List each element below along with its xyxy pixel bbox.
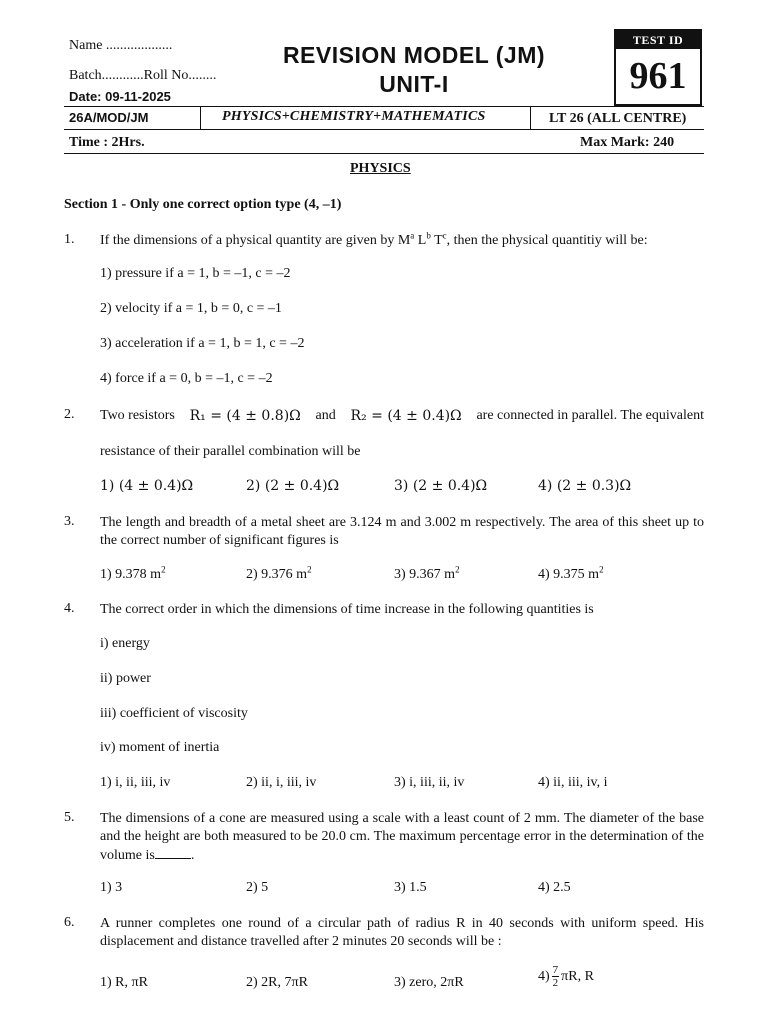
header-rule-top bbox=[64, 106, 704, 107]
option-4: 4) (2 ± 0.3)Ω bbox=[538, 478, 632, 494]
r2-expression: R₂ = (4 ± 0.4)Ω bbox=[350, 408, 462, 424]
option-1: 1) pressure if a = 1, b = –1, c = –2 bbox=[100, 266, 291, 281]
max-mark-label: Max Mark: 240 bbox=[580, 135, 675, 150]
test-id-label: TEST ID bbox=[616, 31, 700, 49]
option-1: 1) (4 ± 0.4)Ω bbox=[100, 478, 194, 494]
header-rule-mid bbox=[64, 129, 704, 130]
question-number: 4. bbox=[64, 601, 75, 616]
header-rule-bottom bbox=[64, 153, 704, 154]
option-3: 3) (2 ± 0.4)Ω bbox=[394, 478, 488, 494]
question-text: The length and breadth of a metal sheet are 3.124 m and 3.002 m respectively. The area of this sheet up to the correct number of significant figures is bbox=[100, 515, 704, 548]
question-number: 1. bbox=[64, 232, 75, 247]
option-1: 1) i, ii, iii, iv bbox=[100, 775, 171, 790]
option-1: 1) 9.378 $m^2$ bbox=[100, 564, 166, 582]
centre-label: LT 26 (ALL CENTRE) bbox=[549, 111, 687, 126]
option-4: 4) 9.375 $m^2$ bbox=[538, 564, 604, 582]
list-item: iii) coefficient of viscosity bbox=[100, 706, 248, 721]
question-text: The correct order in which the dimensions of time increase in the following quantities is bbox=[100, 602, 594, 617]
question-text: The dimensions of a cone are measured using a scale with a least count of 2 mm. The diameter of the base and the height are both measured to be 20.0 cm. The maximum percentage error in the determination of the volume is . bbox=[100, 811, 704, 863]
time-label: Time : 2Hrs. bbox=[69, 135, 145, 150]
option-3: 3) 1.5 bbox=[394, 880, 427, 895]
option-2: 2) 9.376 $m^2$ bbox=[246, 564, 312, 582]
question-text: If the dimensions of a physical quantity are given by $M^a$ $L^b$ $T^c$, then the physical quantitiy will be: bbox=[100, 230, 648, 248]
option-4: 4) ii, iii, iv, i bbox=[538, 775, 608, 790]
r1-expression: R₁ = (4 ± 0.8)Ω bbox=[189, 408, 301, 424]
option-4: 4) force if a = 0, b = –1, c = –2 bbox=[100, 371, 273, 386]
option-4: 4) $\frac{7}{2}$ πR, R bbox=[538, 964, 594, 989]
option-3: 3) 9.367 $m^2$ bbox=[394, 564, 460, 582]
list-item: i) energy bbox=[100, 636, 150, 651]
list-item: iv) moment of inertia bbox=[100, 740, 220, 755]
option-2: 2) 5 bbox=[246, 880, 269, 895]
option-2: 2) (2 ± 0.4)Ω bbox=[246, 478, 340, 494]
option-3: 3) acceleration if a = 1, b = 1, c = –2 bbox=[100, 336, 305, 351]
option-1: 1) 3 bbox=[100, 880, 123, 895]
question-number: 6. bbox=[64, 915, 75, 930]
question-number: 3. bbox=[64, 514, 75, 529]
batch-roll-label: Batch............Roll No........ bbox=[69, 68, 217, 83]
section-heading: Section 1 - Only one correct option type (4, –1) bbox=[64, 197, 342, 212]
subjects-label: PHYSICS+CHEMISTRY+MATHEMATICS bbox=[222, 109, 486, 124]
option-1: 1) R, πR bbox=[100, 975, 148, 990]
test-id-box bbox=[614, 29, 702, 106]
answer-blank bbox=[155, 846, 191, 859]
list-item: ii) power bbox=[100, 671, 151, 686]
question-number: 5. bbox=[64, 810, 75, 825]
question-text: A runner completes one round of a circular path of radius R in 40 seconds with uniform speed. His displacement and distance travelled after 2 minutes 20 seconds will be : bbox=[100, 916, 704, 949]
test-id-number: 961 bbox=[629, 55, 687, 97]
option-2: 2) 2R, 7πR bbox=[246, 975, 308, 990]
header-divider-2 bbox=[530, 106, 531, 129]
option-3: 3) i, iii, ii, iv bbox=[394, 775, 465, 790]
fraction-7-over-2: $\frac{7}{2}$ bbox=[552, 964, 559, 989]
header-divider-1 bbox=[200, 106, 201, 129]
paper-code: 26A/MOD/JM bbox=[69, 110, 149, 125]
exam-date: Date: 09-11-2025 bbox=[69, 89, 171, 104]
name-field-label: Name ................... bbox=[69, 38, 173, 53]
option-3: 3) zero, 2πR bbox=[394, 975, 464, 990]
option-4: 4) 2.5 bbox=[538, 880, 571, 895]
question-number: 2. bbox=[64, 407, 75, 422]
question-text-cont: resistance of their parallel combination will be bbox=[100, 444, 361, 459]
paper-title: REVISION MODEL (JM) bbox=[282, 42, 546, 68]
subject-heading: PHYSICS bbox=[350, 161, 411, 176]
option-2: 2) ii, i, iii, iv bbox=[246, 775, 317, 790]
option-2: 2) velocity if a = 1, b = 0, c = –1 bbox=[100, 301, 282, 316]
paper-unit: UNIT-I bbox=[379, 71, 449, 97]
question-text: Two resistors R₁ = (4 ± 0.8)Ω and R₂ = (4 ± 0.4)Ω are connected in parallel. The equivalent bbox=[100, 408, 704, 424]
